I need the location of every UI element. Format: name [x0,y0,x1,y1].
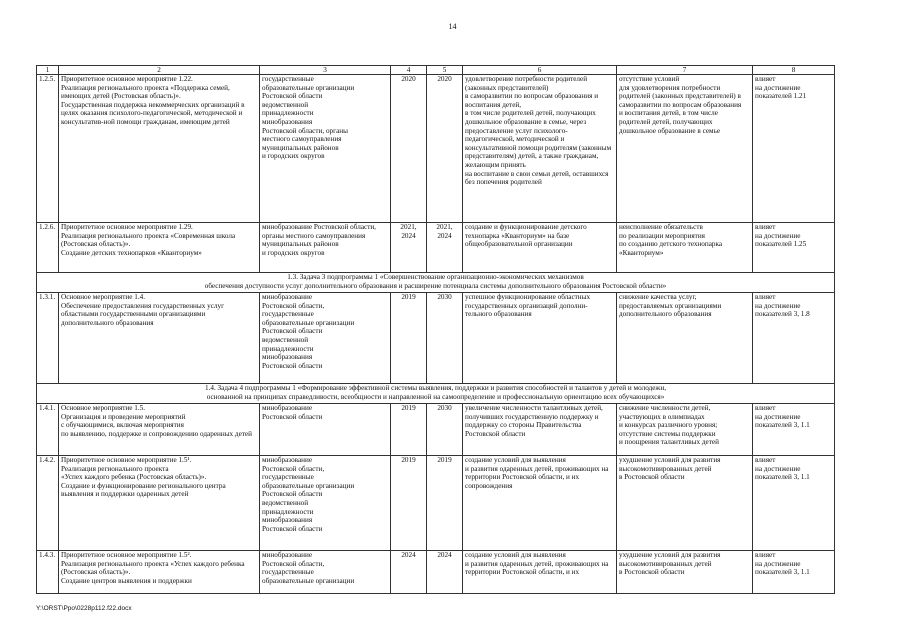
page-number: 14 [448,22,457,31]
event-name-cell: Основное мероприятие 1.5. Организация и проведение мероприятий с обучающимися, включая мероприятия по выявлению, поддержке и сопровождению одаренных детей [59,404,260,456]
start-year-cell: 2024 [391,551,427,594]
row-number-cell: 1.2.6. [37,223,59,273]
event-name-cell: Основное мероприятие 1.4. Обеспечение предоставления государственных услуг областными государственными организациями дополнительного образования [59,293,260,384]
expected-result-cell: успешное функционирование областных государственных организаций дополни-тельного образования [463,293,617,384]
event-name-cell: Приоритетное основное мероприятие 1.5¹. Реализация регионального проекта «Успех каждого ребенка (Ростовская область)». Создание и функционирование регионального центра выявления и поддержки одаренных детей [59,456,260,551]
row-number-cell: 1.4.3. [37,551,59,594]
indicator-link-cell: влияет на достижение показателей 1.25 [753,223,835,273]
table-row [37,404,835,456]
section-heading: 1.3. Задача 3 подпрограммы 1 «Совершенствование организационно-экономических механизмов обеспечения доступности услуг дополнительного образования и расширение потенциала системы дополнительного образования Ростовской области» [37,273,835,293]
consequence-cell: отсутствие условий для удовлетворения потребности родителей (законных представителей) в саморазвитии по вопросам образования и воспитания детей, в том числе родителей детей, получающих дошкольное образование в семье [617,75,753,223]
table-row [37,551,835,594]
indicator-link-cell: влияет на достижение показателей 1.21 [753,75,835,223]
end-year-cell: 2024 [427,551,463,594]
row-number-cell: 1.4.1. [37,404,59,456]
start-year-cell: 2019 [391,456,427,551]
end-year-cell: 2030 [427,404,463,456]
section-heading-row [37,273,835,293]
end-year-cell: 2030 [427,293,463,384]
start-year-cell: 2020 [391,75,427,223]
section-heading-row [37,384,835,404]
indicator-link-cell: влияет на достижение показателей 3, 1.1 [753,404,835,456]
expected-result-cell: удовлетворение потребности родителей (законных представителей) в саморазвитии по вопросам образования и воспитания детей, в том числе родителей детей, получающих дошкольное образование в семье, через предоставление услуг психолого-педагогической, методической и консультативной помощи родителям (законным представителям) детей, а также гражданам, желающим принять на воспитание в свои семьи детей, оставшихся без попечения родителей [463,75,617,223]
table-row [37,293,835,384]
expected-result-cell: создание условий для выявления и развития одаренных детей, проживающих на территории Ростовской области, и их [463,551,617,594]
consequence-cell: снижение численности детей, участвующих в олимпиадах и конкурсах различного уровня; отсутствие системы поддержки и поощрения талантливых детей [617,404,753,456]
end-year-cell: 2020 [427,75,463,223]
executor-cell: минобразование Ростовской области [260,404,391,456]
consequence-cell: снижение качества услуг, предоставляемых организациями дополнительного образования [617,293,753,384]
header-cell: 5 [427,66,463,75]
row-number-cell: 1.3.1. [37,293,59,384]
end-year-cell: 2021, 2024 [427,223,463,273]
indicator-link-cell: влияет на достижение показателей 3, 1.1 [753,551,835,594]
header-row [37,66,835,75]
executor-cell: минобразование Ростовской области, государственные образовательные организации Ростовской области ведомственной принадлежности минобразования Ростовской области [260,456,391,551]
executor-cell: минобразование Ростовской области, органы местного самоуправления муниципальных районов и городских округов [260,223,391,273]
section-heading: 1.4. Задача 4 подпрограммы 1 «Формирование эффективной системы выявления, поддержки и развития способностей и талантов у детей и молодежи, основанной на принципах справедливости, всеобщности и направленной на самоопределение и профессиональную ориентацию всех обучающихся» [37,384,835,404]
header-cell: 6 [463,66,617,75]
header-cell: 8 [753,66,835,75]
expected-result-cell: увеличение численности талантливых детей, получивших государственную поддержку и поддержку со стороны Правительства Ростовской области [463,404,617,456]
row-number-cell: 1.2.5. [37,75,59,223]
consequence-cell: неисполнение обязательств по реализации мероприятия по созданию детского технопарка «Кванториум» [617,223,753,273]
expected-result-cell: создание условий для выявления и развития одаренных детей, проживающих на территории Ростовской области, и их сопровождения [463,456,617,551]
measures-table [36,65,835,594]
event-name-cell: Приоритетное основное мероприятие 1.5². Реализация регионального проекта «Успех каждого ребенка (Ростовская область)». Создание центров выявления и поддержки [59,551,260,594]
file-path-footer: Y:\ORST\Ppo\0228p112.f22.docx [36,605,132,612]
table-row [37,223,835,273]
header-cell: 3 [260,66,391,75]
table-row [37,456,835,551]
header-cell: 7 [617,66,753,75]
start-year-cell: 2021, 2024 [391,223,427,273]
end-year-cell: 2019 [427,456,463,551]
header-cell: 2 [59,66,260,75]
table-row [37,75,835,223]
executor-cell: минобразование Ростовской области, государственные образовательные организации [260,551,391,594]
expected-result-cell: создание и функционирование детского технопарка «Кванториум» на базе общеобразовательной организации [463,223,617,273]
header-cell: 1 [37,66,59,75]
event-name-cell: Приоритетное основное мероприятие 1.22. Реализация регионального проекта «Поддержка семей, имеющих детей (Ростовская область)». Государственная поддержка некоммерческих организаций в целях оказания психолого-педагогической, методической и консультатив-ной помощи гражданам, имеющим детей [59,75,260,223]
consequence-cell: ухудшение условий для развития высокомотивированных детей в Ростовской области [617,456,753,551]
start-year-cell: 2019 [391,404,427,456]
executor-cell: государственные образовательные организации Ростовской области ведомственной принадлежности минобразования Ростовской области, органы местного самоуправления муниципальных районов и городских округов [260,75,391,223]
event-name-cell: Приоритетное основное мероприятие 1.29. Реализация регионального проекта «Современная школа (Ростовская область)». Создание детских технопарков «Кванториум» [59,223,260,273]
row-number-cell: 1.4.2. [37,456,59,551]
start-year-cell: 2019 [391,293,427,384]
indicator-link-cell: влияет на достижение показателей 3, 1.8 [753,293,835,384]
consequence-cell: ухудшение условий для развития высокомотивированных детей в Ростовской области [617,551,753,594]
executor-cell: минобразование Ростовской области, государственные образовательные организации Ростовской области ведомственной принадлежности минобразования Ростовской области [260,293,391,384]
header-cell: 4 [391,66,427,75]
indicator-link-cell: влияет на достижение показателей 3, 1.1 [753,456,835,551]
